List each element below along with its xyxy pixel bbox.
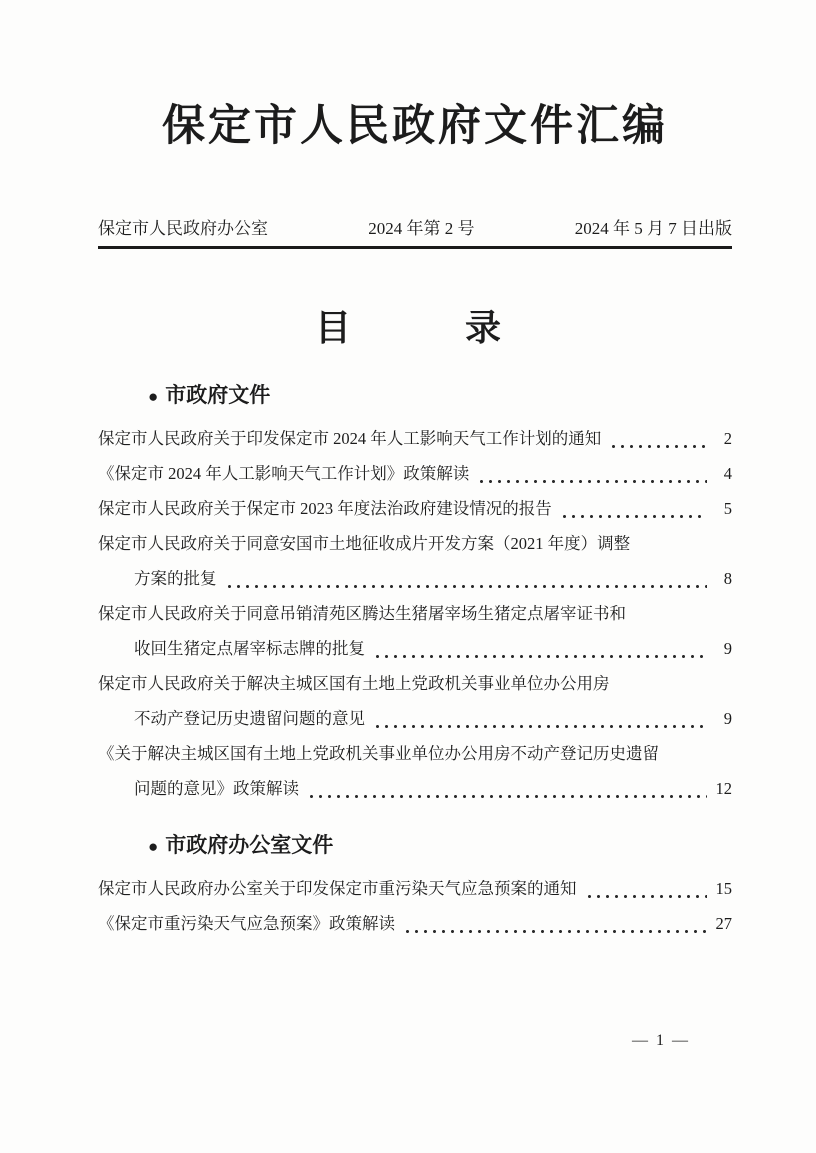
entry-page-number: 12 (715, 779, 732, 798)
entry-page-number: 8 (723, 569, 732, 588)
toc-entry (98, 871, 732, 906)
entry-title-line2: 方案的批复 (134, 569, 217, 588)
entry-title-line1: 保定市人民政府关于同意安国市土地征收成片开发方案（2021 年度）调整 (98, 534, 631, 553)
entry-page-number: 2 (723, 429, 732, 448)
toc-entry (98, 456, 732, 491)
doc-title: 保定市人民政府文件汇编 (162, 103, 668, 150)
dot-leader (299, 771, 714, 806)
entry-page-number: 5 (723, 499, 732, 518)
entry-title: 《保定市重污染天气应急预案》政策解读 (98, 914, 395, 933)
toc-entry (98, 736, 732, 806)
dot-leader (601, 421, 714, 456)
entry-title-line2: 不动产登记历史遗留问题的意见 (134, 709, 365, 728)
page-number-footer: — 1 — (632, 1032, 690, 1049)
entry-page-number: 27 (715, 914, 732, 933)
toc-entry (98, 666, 732, 736)
dot-leader (365, 701, 714, 736)
dot-leader (552, 491, 714, 526)
entry-title: 保定市人民政府关于保定市 2023 年度法治政府建设情况的报告 (98, 499, 552, 518)
toc-heading: 目 录 (314, 308, 515, 348)
toc-entry (98, 526, 732, 596)
dot-leader (577, 871, 715, 906)
dot-leader (395, 906, 714, 941)
toc-entry (98, 906, 732, 941)
section-header-gov-office-documents (148, 831, 732, 859)
section-header-city-gov-documents (148, 381, 732, 409)
toc-entries-section-2 (98, 871, 732, 941)
bullet-icon: ● (148, 836, 159, 856)
entry-page-number: 4 (723, 464, 732, 483)
toc-entry (98, 421, 732, 456)
entry-page-number: 9 (723, 709, 732, 728)
toc-entry (98, 596, 732, 666)
entry-title: 保定市人民政府办公室关于印发保定市重污染天气应急预案的通知 (98, 879, 577, 898)
header-rule (98, 246, 732, 249)
entry-title-line2: 收回生猪定点屠宰标志牌的批复 (134, 639, 365, 658)
entry-title-line1: 《关于解决主城区国有土地上党政机关事业单位办公用房不动产登记历史遗留 (98, 744, 659, 763)
entry-page-number: 15 (715, 879, 732, 898)
bullet-icon: ● (148, 386, 159, 406)
entry-title-line1: 保定市人民政府关于同意吊销清苑区腾达生猪屠宰场生猪定点屠宰证书和 (98, 604, 626, 623)
masthead-publish-date: 2024 年 5 月 7 日出版 (574, 219, 732, 238)
entry-title: 保定市人民政府关于印发保定市 2024 年人工影响天气工作计划的通知 (98, 429, 602, 448)
masthead-office: 保定市人民政府办公室 (98, 219, 268, 238)
dot-leader (365, 631, 714, 666)
dot-leader (217, 561, 715, 596)
toc-entry (98, 491, 732, 526)
dot-leader (469, 456, 714, 491)
page-content (98, 0, 732, 1153)
entry-title-line2: 问题的意见》政策解读 (134, 779, 299, 798)
entry-title-line1: 保定市人民政府关于解决主城区国有土地上党政机关事业单位办公用房 (98, 674, 610, 693)
entry-page-number: 9 (723, 639, 732, 658)
toc-entries-section-1 (98, 421, 732, 806)
masthead (98, 218, 732, 240)
section-label: 市政府办公室文件 (165, 833, 334, 857)
section-label: 市政府文件 (165, 383, 271, 407)
entry-title: 《保定市 2024 年人工影响天气工作计划》政策解读 (98, 464, 470, 483)
masthead-issue: 2024 年第 2 号 (368, 219, 475, 238)
